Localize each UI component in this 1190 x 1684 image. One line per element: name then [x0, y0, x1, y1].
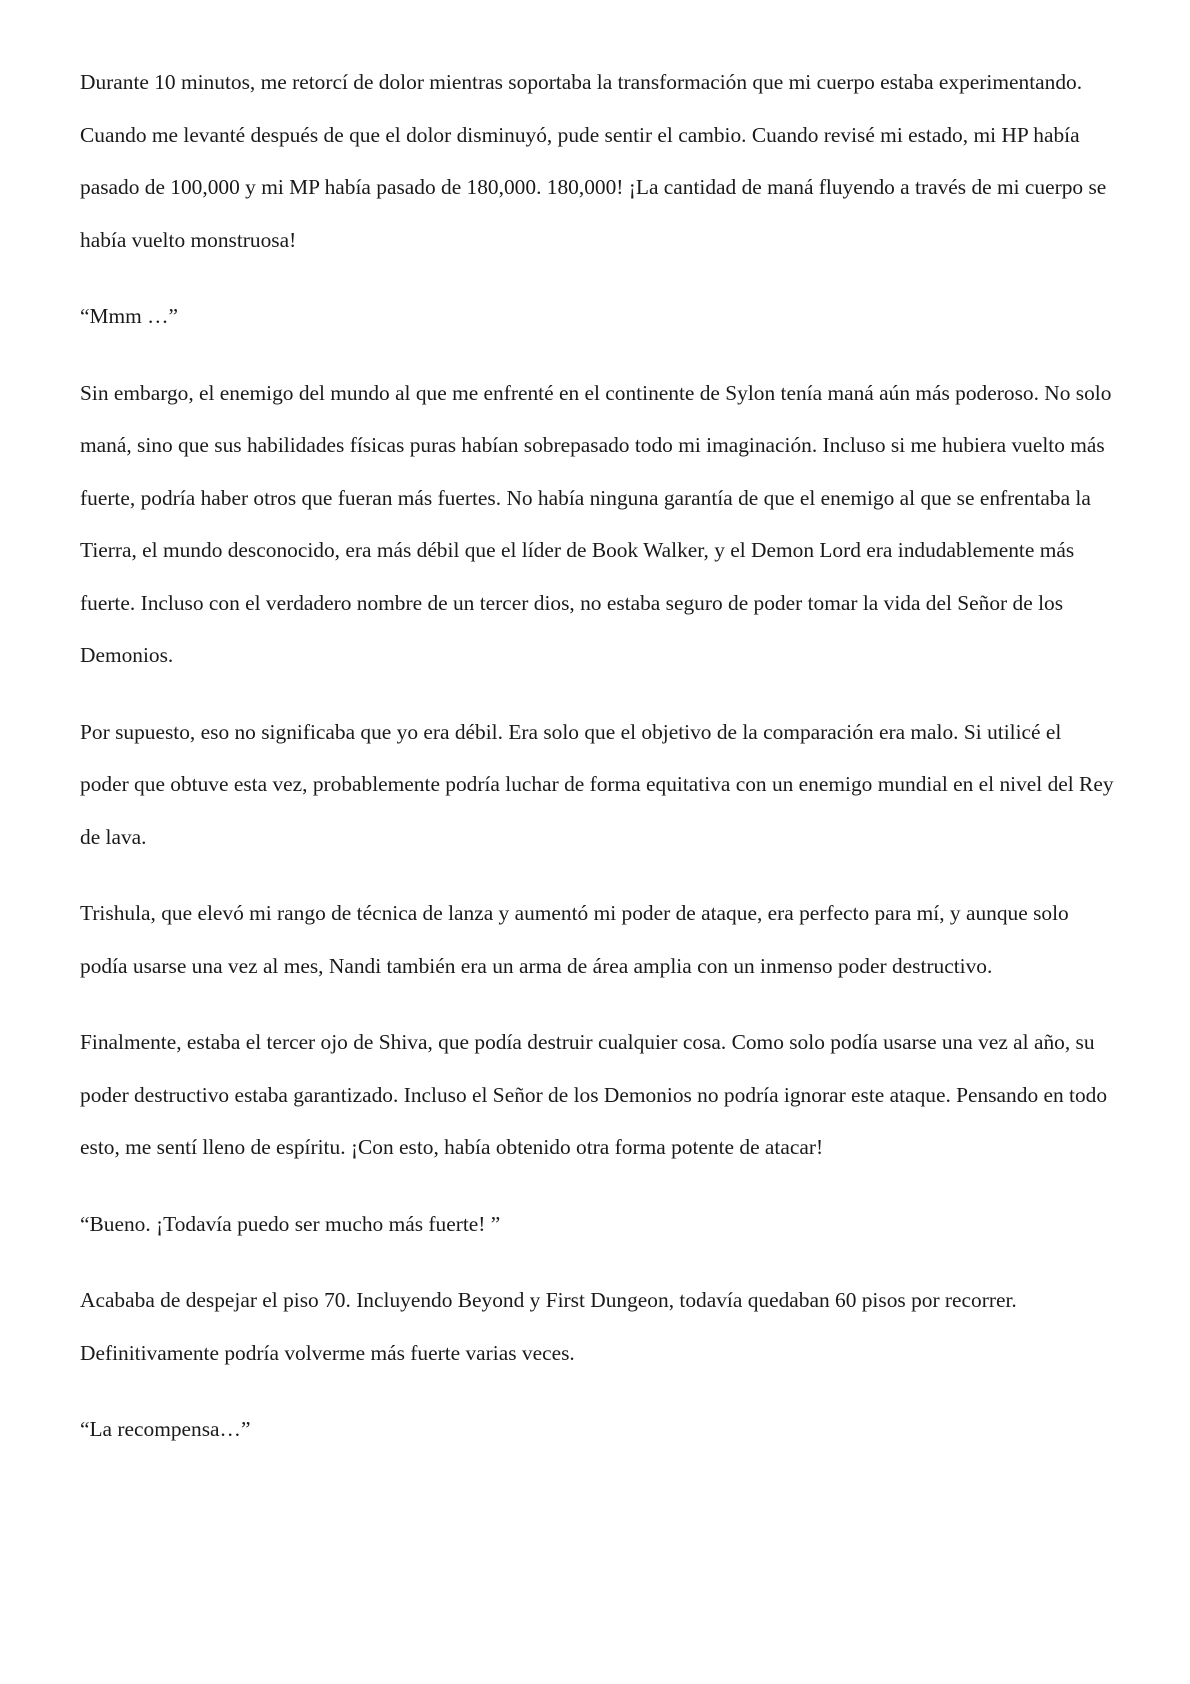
paragraph: Sin embargo, el enemigo del mundo al que me enfrenté en el continente de Sylon tenía maná aún más poderoso. No solo maná, sino que sus habilidades físicas puras habían sobrepasado todo mi imaginación. Incluso si me hubiera vuelto más fuerte, podría haber otros que fueran más fuertes. No había ninguna garantía de que el enemigo al que se enfrentaba la Tierra, el mundo desconocido, era más débil que el líder de Book Walker, y el Demon Lord era indudablemente más fuerte. Incluso con el verdadero nombre de un tercer dios, no estaba seguro de poder tomar la vida del Señor de los Demonios. [80, 380, 1112, 667]
dialogue-line: “Mmm …” [80, 304, 179, 328]
paragraph: Finalmente, estaba el tercer ojo de Shiva, que podía destruir cualquier cosa. Como solo podía usarse una vez al año, su poder destructivo estaba garantizado. Incluso el Señor de los Demonios no podría ignorar este ataque. Pensando en todo esto, me sentí lleno de espíritu. ¡Con esto, había obtenido otra forma potente de atacar! [80, 1030, 1108, 1159]
dialogue-line: “La recompensa…” [80, 1417, 251, 1441]
dialogue-line: “Bueno. ¡Todavía puedo ser mucho más fuerte! ” [80, 1211, 501, 1236]
paragraph: Acababa de despejar el piso 70. Incluyendo Beyond y First Dungeon, todavía quedaban 60 pisos por recorrer. Definitivamente podría volverme más fuerte varias veces. [80, 1288, 1017, 1365]
document-body [80, 56, 1115, 1456]
paragraph: Por supuesto, eso no significaba que yo era débil. Era solo que el objetivo de la comparación era malo. Si utilicé el poder que obtuve esta vez, probablemente podría luchar de forma equitativa con un enemigo mundial en el nivel del Rey de lava. [80, 719, 1114, 849]
paragraph: Durante 10 minutos, me retorcí de dolor mientras soportaba la transformación que mi cuerpo estaba experimentando. Cuando me levanté después de que el dolor disminuyó, pude sentir el cambio. Cuando revisé mi estado, mi HP había pasado de 100,000 y mi MP había pasado de 180,000. 180,000! ¡La cantidad de maná fluyendo a través de mi cuerpo se había vuelto monstruosa! [80, 70, 1107, 252]
paragraph: Trishula, que elevó mi rango de técnica de lanza y aumentó mi poder de ataque, era perfecto para mí, y aunque solo podía usarse una vez al mes, Nandi también era un arma de área amplia con un inmenso poder destructivo. [80, 901, 1069, 978]
